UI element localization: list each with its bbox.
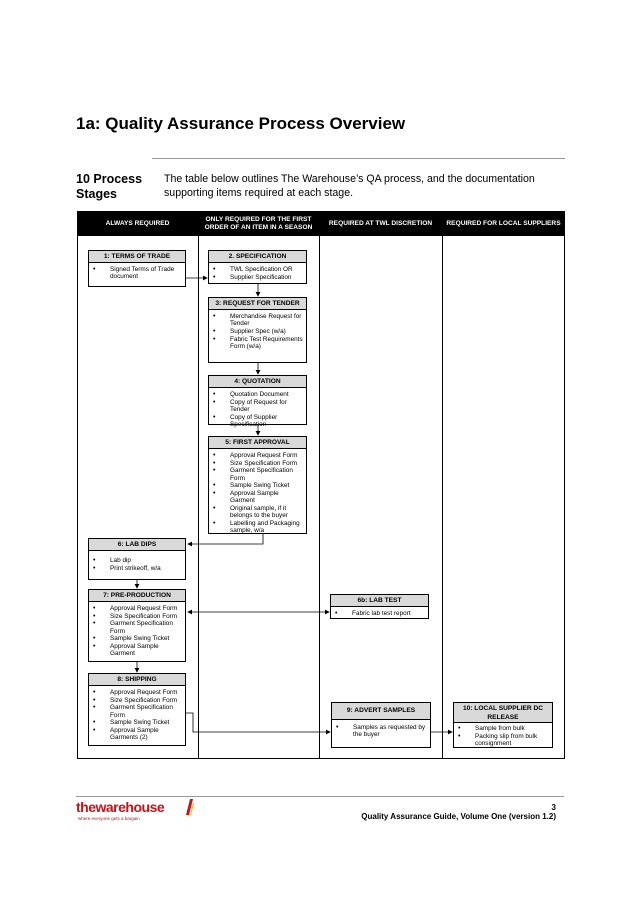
stage-title: 7: PRE-PRODUCTION	[89, 590, 185, 602]
stage-item: • Samples as requested by the buyer	[335, 724, 427, 738]
stage-title: 1: TERMS OF TRADE	[89, 251, 185, 263]
stage-item: • Sample Swing Ticket	[92, 719, 182, 726]
column-header-discretion: REQUIRED AT TWL DISCRETION	[328, 219, 433, 227]
column-header-local: REQUIRED FOR LOCAL SUPPLIERS	[446, 219, 561, 227]
stage-item: • Copy of Request for Tender	[212, 399, 303, 413]
stage-item: • Quotation Document	[212, 391, 303, 398]
logo-tagline: where everyone gets a bargain	[78, 816, 140, 821]
stage-items	[209, 449, 306, 537]
stage-items	[209, 388, 306, 431]
stage-item: • Approval Sample Garments (2)	[92, 727, 182, 741]
stage-box-5	[208, 436, 307, 534]
guide-title: Quality Assurance Guide, Volume One (version 1.2)	[361, 812, 556, 821]
stage-title: 10: LOCAL SUPPLIER DC RELEASE	[454, 703, 552, 723]
stage-box-3	[208, 297, 307, 363]
stage-item: • Supplier Spec (w/a)	[212, 328, 303, 335]
stage-title: 8: SHIPPING	[89, 674, 185, 686]
stage-item: • Copy of Supplier Specification	[212, 414, 303, 428]
logo-stripe-icon	[184, 799, 194, 815]
stage-items	[332, 720, 430, 741]
stage-items	[89, 263, 185, 283]
stage-title: 6b: LAB TEST	[331, 595, 428, 607]
stage-items	[331, 607, 428, 620]
stage-title: 6: LAB DIPS	[89, 539, 185, 551]
stage-title: 2. SPECIFICATION	[209, 251, 306, 263]
stage-item: • Original sample, if it belongs to the buyer	[212, 505, 303, 519]
stage-box-10	[453, 702, 553, 748]
stage-item: • Garment Specification Form	[92, 620, 182, 634]
footer-divider	[76, 796, 564, 797]
stage-item: • TWL Specification OR	[212, 266, 303, 273]
stage-item: • Print strikeoff, w/a	[92, 565, 182, 572]
stage-item: • Packing slip from bulk consignment	[457, 733, 549, 747]
page-number: 3	[551, 803, 556, 812]
stage-items	[209, 310, 306, 353]
stage-box-7	[88, 589, 186, 662]
stage-item: • Size Specification Form	[92, 613, 182, 620]
stage-item: • Signed Terms of Trade document	[92, 266, 182, 280]
stage-item: • Lab dip	[92, 557, 182, 564]
stage-box-9	[331, 702, 431, 748]
stage-items	[89, 551, 185, 574]
stage-box-1	[88, 250, 186, 287]
stage-item: • Merchandise Request for Tender	[212, 313, 303, 327]
logo-wordmark: thewarehouse	[76, 799, 165, 815]
stage-item: • Garment Specification Form	[92, 704, 182, 718]
stage-items	[89, 686, 185, 744]
stage-item: • Approval Request Form	[92, 605, 182, 612]
stage-item: • Approval Request Form	[212, 452, 303, 459]
stage-item: • Approval Sample Garment	[92, 643, 182, 657]
page-title: 1a: Quality Assurance Process Overview	[76, 114, 406, 133]
stage-box-4	[208, 375, 307, 428]
stage-item: • Fabric Test Requirements Form (w/a)	[212, 336, 303, 350]
arrow-8-to-9	[186, 713, 330, 732]
stage-item: • Sample Swing Ticket	[92, 635, 182, 642]
stage-box-6b	[330, 594, 429, 619]
stage-item: • Supplier Specification	[212, 274, 303, 281]
stage-item: • Approval Sample Garment	[212, 490, 303, 504]
stage-items	[454, 723, 552, 750]
stage-item: • Garment Specification Form	[212, 467, 303, 481]
section-intro: The table below outlines The Warehouse’s QA process, and the documentation supporting items required at each stage.	[164, 173, 535, 199]
stage-title: 3: REQUEST FOR TENDER	[209, 298, 306, 310]
stage-items	[89, 602, 185, 660]
column-header-first-order: ONLY REQUIRED FOR THE FIRST ORDER OF AN ITEM IN A SEASON	[204, 215, 313, 231]
stage-items	[209, 263, 306, 283]
stage-item: • Size Specification Form	[212, 460, 303, 467]
stage-item: • Fabric lab test report	[334, 610, 425, 617]
stage-item: • Sample Swing Ticket	[212, 482, 303, 489]
section-label: 10 Process Stages	[76, 172, 143, 201]
column-header-always: ALWAYS REQUIRED	[105, 219, 170, 227]
stage-box-8	[88, 673, 186, 746]
stage-item: • Labelling and Packaging sample, w/a	[212, 520, 303, 534]
stage-box-6	[88, 538, 186, 580]
stage-item: • Sample from bulk	[457, 725, 549, 732]
stage-box-2	[208, 250, 307, 284]
stage-item: • Size Specification Form	[92, 697, 182, 704]
stage-item: • Approval Request Form	[92, 689, 182, 696]
stage-title: 4: QUOTATION	[209, 376, 306, 388]
warehouse-logo	[76, 799, 172, 825]
stage-title: 5: FIRST APPROVAL	[209, 437, 306, 449]
stage-title: 9: ADVERT SAMPLES	[332, 703, 430, 720]
